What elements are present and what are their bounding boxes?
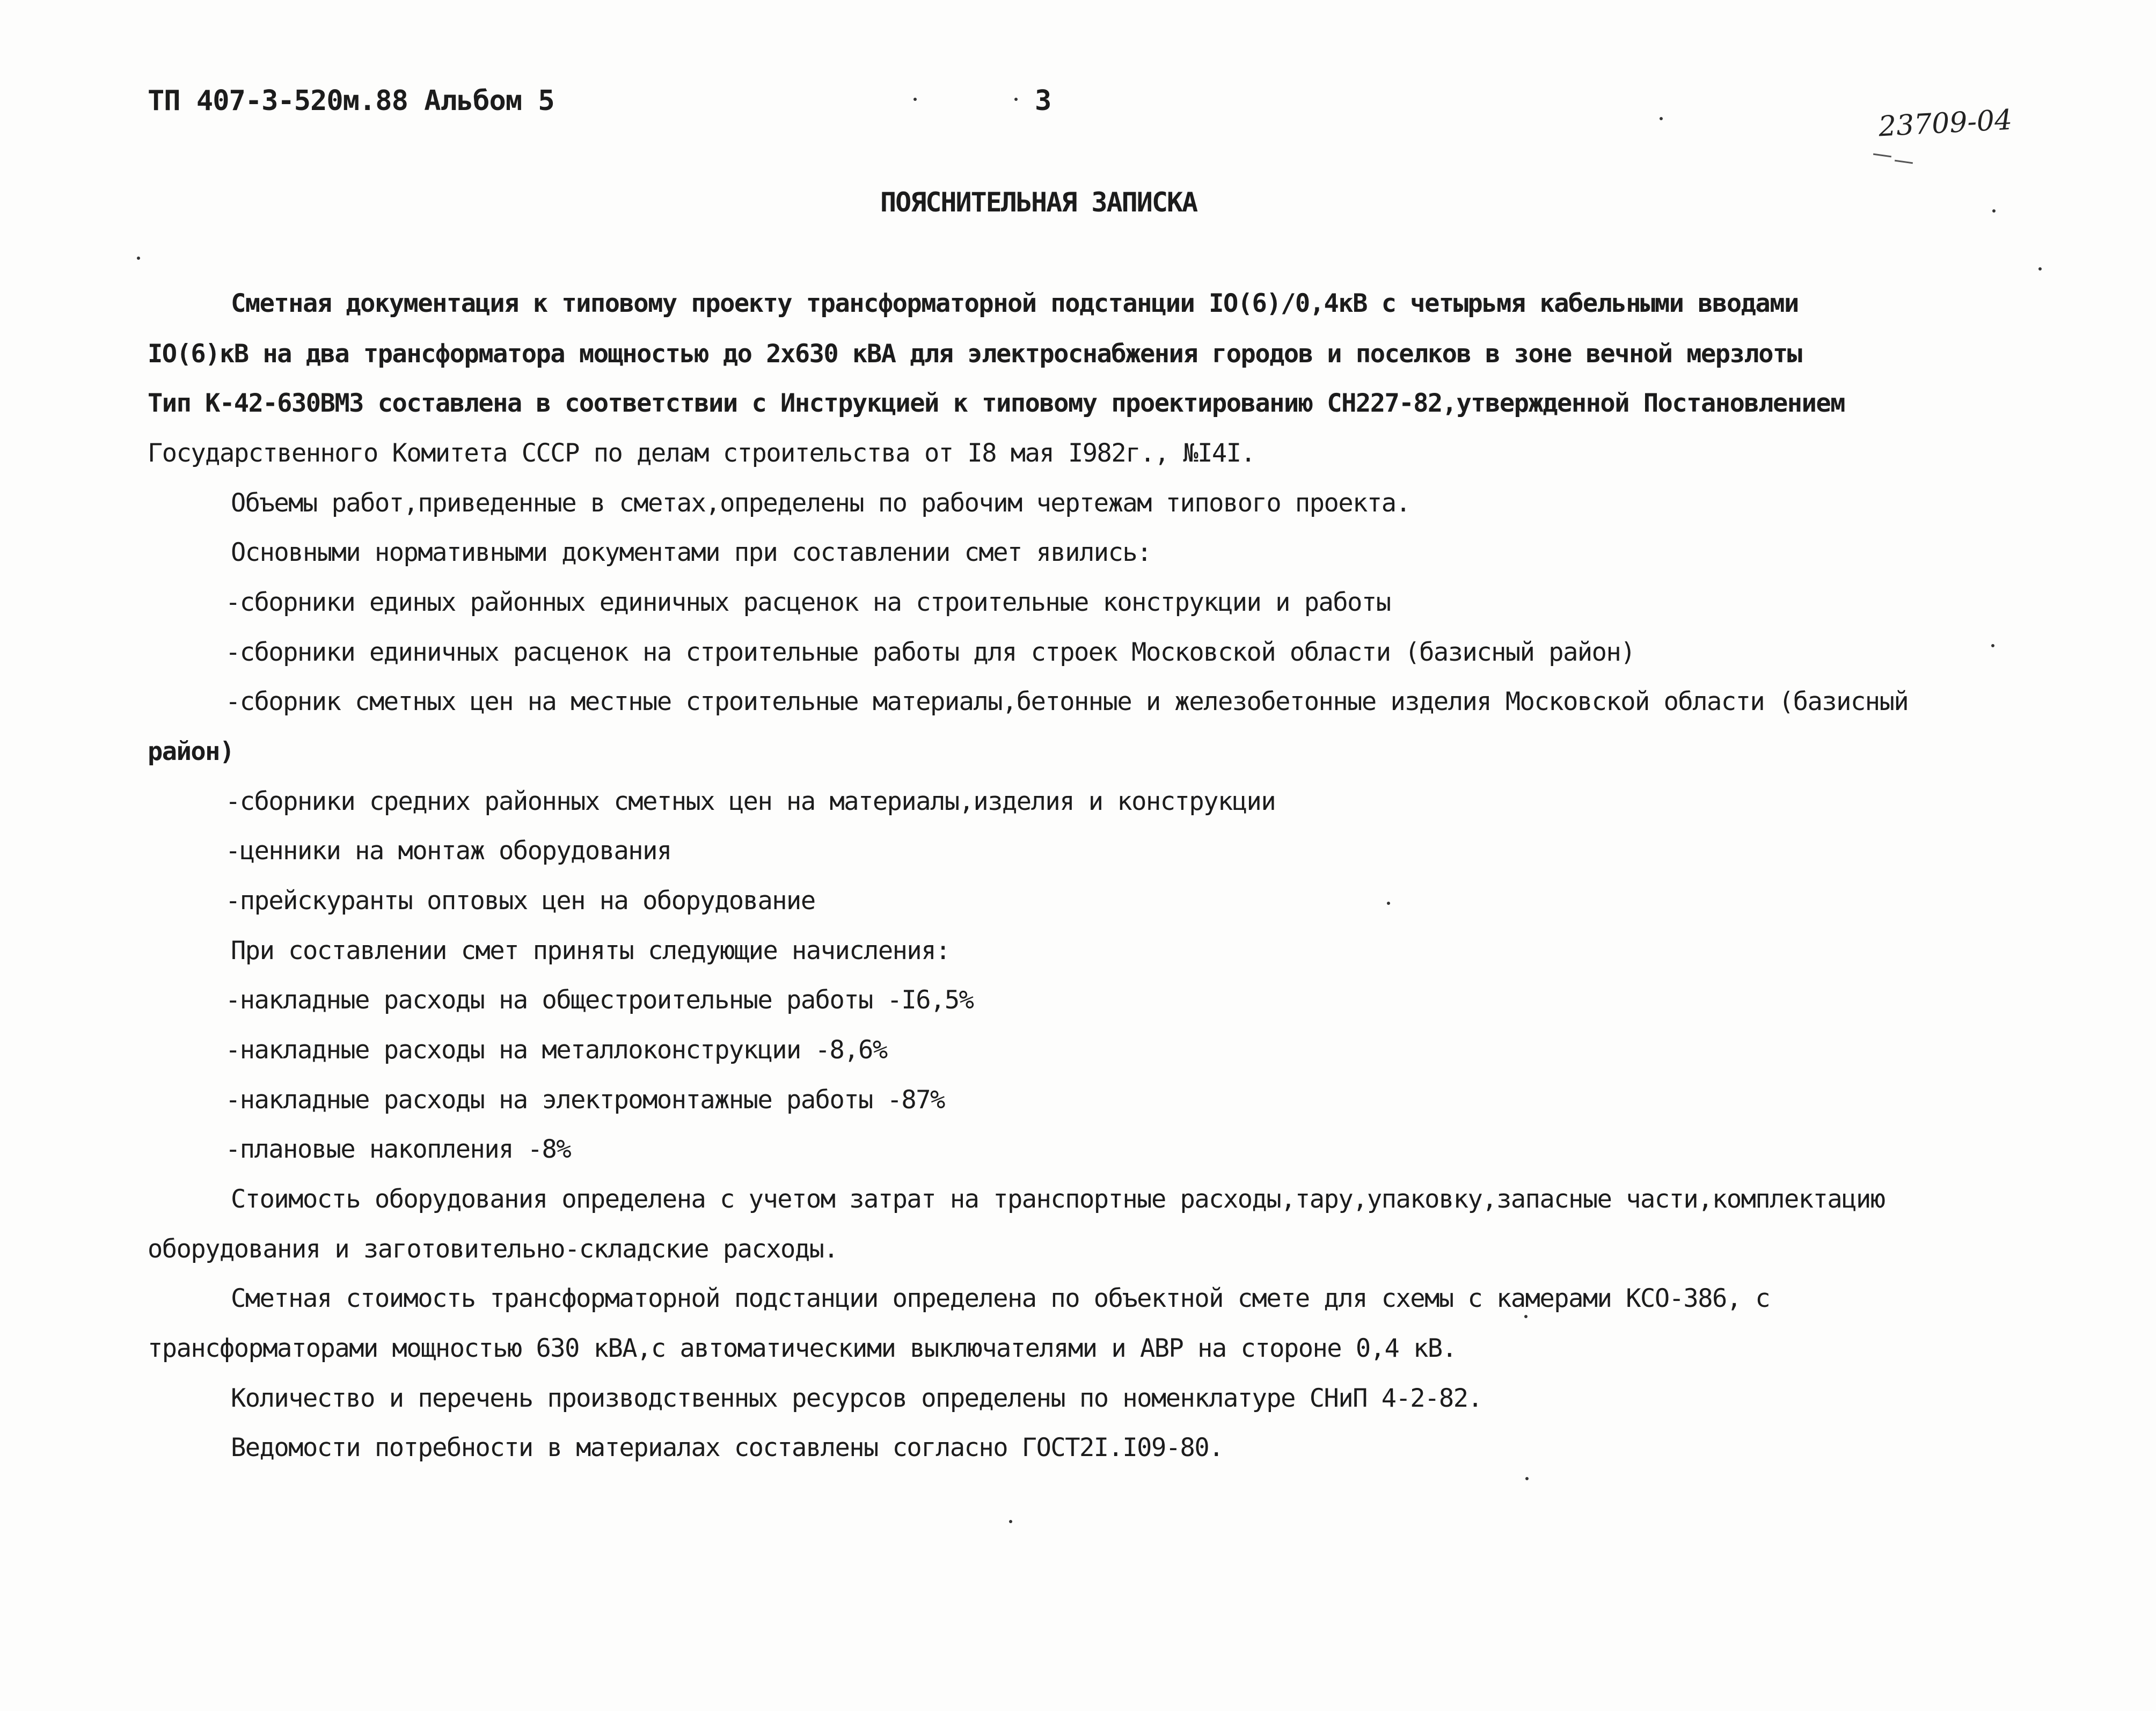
paragraph-line: Сметная документация к типовому проекту трансформаторной подстанции IO(6)/0,4кВ с четырьмя кабельными вводами <box>231 289 1799 318</box>
scan-speck <box>1991 644 1994 647</box>
paragraph-line: Государственного Комитета СССР по делам строительства от I8 мая I982г., №I4I. <box>148 438 1255 468</box>
list-item: -ценники на монтаж оборудования <box>225 836 671 866</box>
handwritten-archive-number: 23709-04 <box>1877 104 2013 143</box>
pen-stroke-mark <box>1873 153 1891 158</box>
paragraph-line: Объемы работ,приведенные в сметах,определены по рабочим чертежам типового проекта. <box>231 488 1410 518</box>
scan-speck <box>2038 267 2042 270</box>
list-item: -накладные расходы на электромонтажные работы -87% <box>225 1085 945 1115</box>
paragraph-line: Количество и перечень производственных ресурсов определены по номенклатуре СНиП 4-2-82. <box>231 1384 1482 1413</box>
scan-speck <box>1525 1477 1529 1480</box>
scan-speck <box>1992 209 1996 213</box>
paragraph-line: Ведомости потребности в материалах составлены согласно ГОСТ2I.I09-80. <box>231 1433 1223 1463</box>
paragraph-line: трансформаторами мощностью 630 кВА,с автоматическими выключателями и АВР на стороне 0,4 кВ. <box>148 1334 1457 1363</box>
list-item: -накладные расходы на металлоконструкции -8,6% <box>225 1035 887 1065</box>
paragraph-line: Тип К-42-630ВМЗ составлена в соответствии с Инструкцией к типовому проектированию СН227-82,утвержденной Постановлением <box>148 389 1845 418</box>
scan-speck <box>1009 1520 1012 1523</box>
paragraph-line: оборудования и заготовительно-складские расходы. <box>148 1234 838 1264</box>
scan-speck <box>1387 902 1390 905</box>
paragraph-line: Сметная стоимость трансформаторной подстанции определена по объектной смете для схемы с камерами КСО-386, с <box>231 1284 1770 1313</box>
document-reference: ТП 407-3-520м.88 Альбом 5 <box>148 85 554 117</box>
list-item: -прейскуранты оптовых цен на оборудование <box>225 886 815 916</box>
list-item: -сборники единичных расценок на строительные работы для строек Московской области (базисный район) <box>225 638 1635 667</box>
list-item: -сборники средних районных сметных цен на материалы,изделия и конструкции <box>225 787 1276 816</box>
scan-speck <box>1524 1315 1528 1318</box>
paragraph-line: район) <box>148 737 234 766</box>
list-item: -сборник сметных цен на местные строительные материалы,бетонные и железобетонные изделия Московской области (базисный <box>225 687 1909 716</box>
paragraph-line: Стоимость оборудования определена с учетом затрат на транспортные расходы,тару,упаковку,запасные части,комплектацию <box>231 1184 1885 1214</box>
paragraph-line: При составлении смет приняты следующие начисления: <box>231 936 950 966</box>
pen-stroke-mark <box>1895 160 1913 164</box>
page-number: 3 <box>1035 85 1052 117</box>
page-title: ПОЯСНИТЕЛЬНАЯ ЗАПИСКА <box>880 187 1197 218</box>
list-item: -сборники единых районных единичных расценок на строительные конструкции и работы <box>225 588 1391 617</box>
paragraph-line: IO(6)кВ на два трансформатора мощностью до 2х630 кВА для электроснабжения городов и поселков в зоне вечной мерзлоты <box>148 339 1802 369</box>
paragraph-line: Основными нормативными документами при составлении смет явились: <box>231 538 1151 567</box>
list-item: -накладные расходы на общестроительные работы -I6,5% <box>225 985 974 1015</box>
scan-speck <box>913 98 917 101</box>
scan-speck <box>1014 98 1018 101</box>
list-item: -плановые накопления -8% <box>225 1135 571 1164</box>
scan-speck <box>1660 117 1663 120</box>
scan-speck <box>137 257 140 260</box>
